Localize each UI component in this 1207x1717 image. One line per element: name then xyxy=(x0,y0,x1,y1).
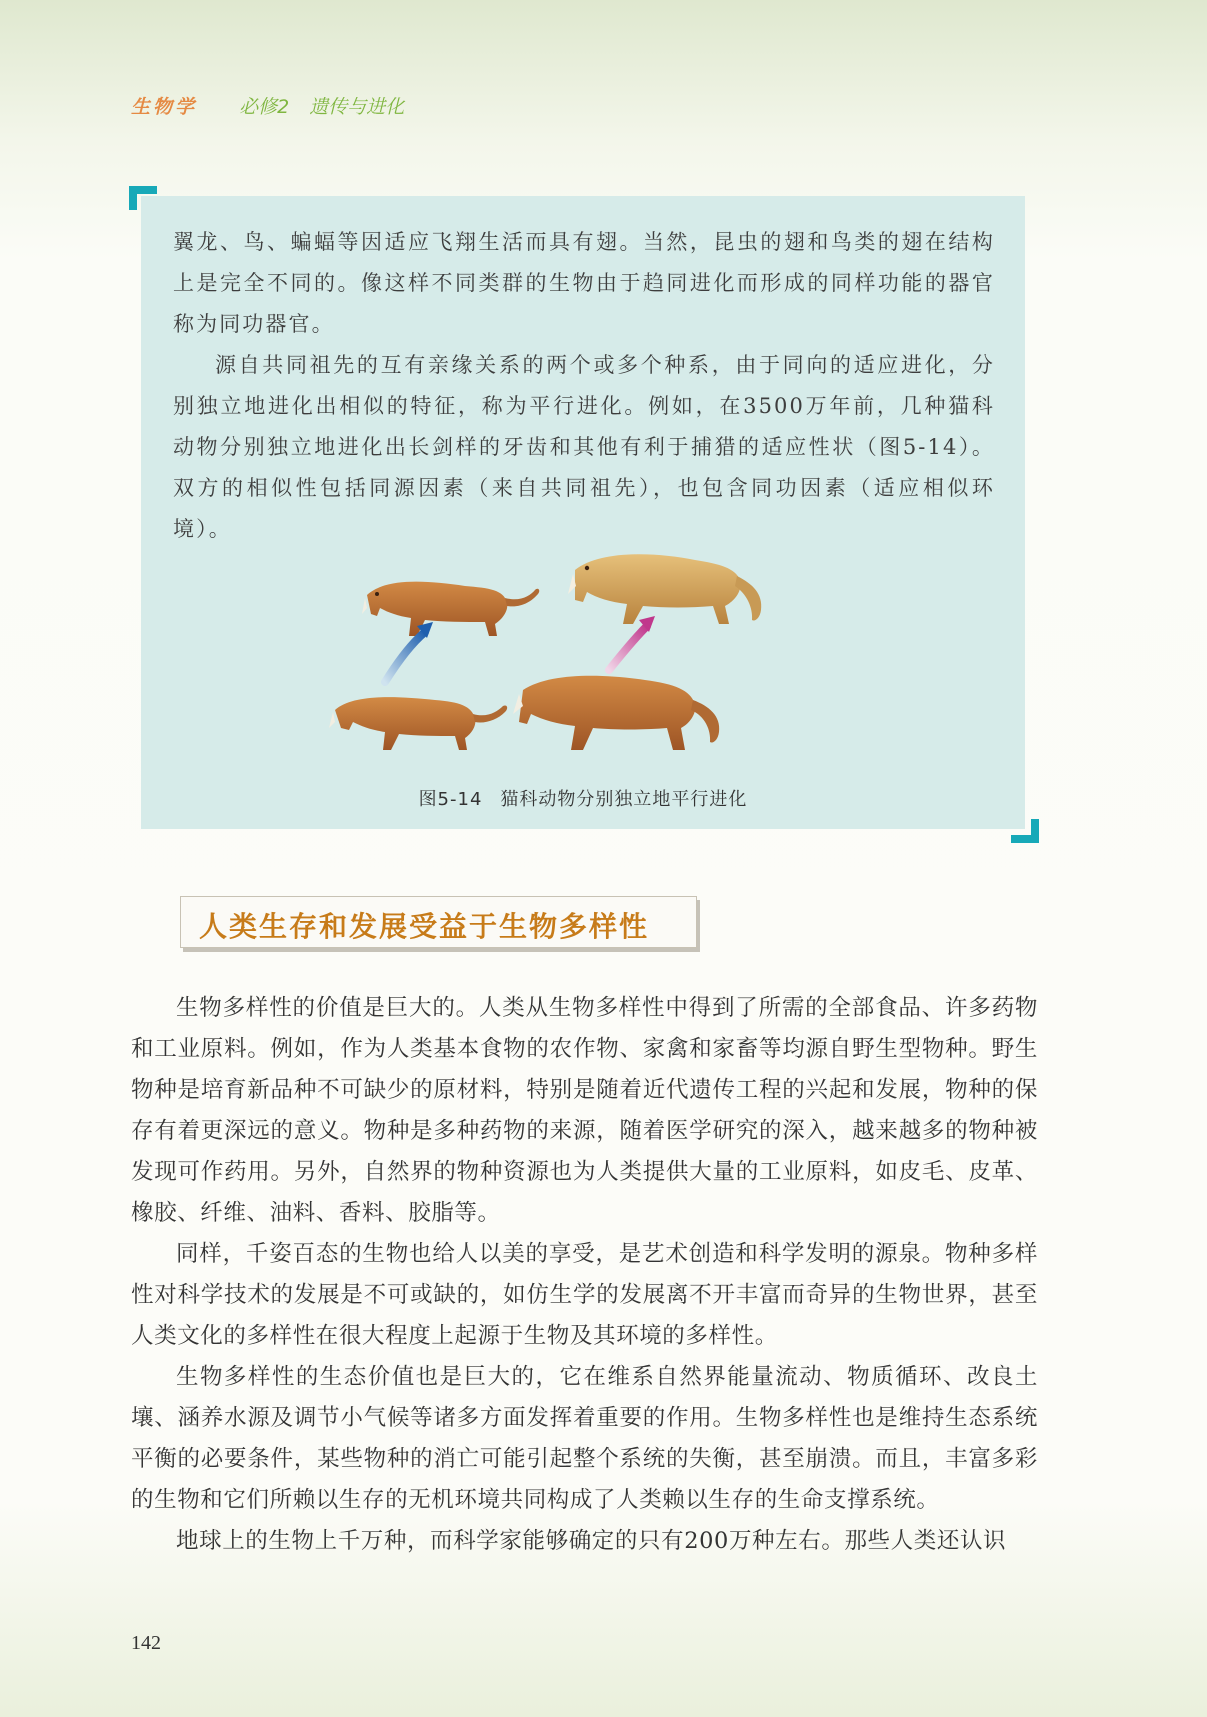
body-text xyxy=(131,988,1038,1562)
box-paragraph: 源自共同祖先的互有亲缘关系的两个或多个种系，由于同向的适应进化，分别独立地进化出相似的特征，称为平行进化。例如，在3500万年前，几种猫科动物分别独立地进化出长剑样的牙齿和其他有利于捕猎的适应性状（图5-14）。双方的相似性包括同源因素（来自共同祖先），也包含同功因素（适应相似环境）。 xyxy=(173,353,995,541)
body-paragraph: 生物多样性的生态价值也是巨大的，它在维系自然界能量流动、物质循环、改良土壤、涵养水源及调节小气候等诸多方面发挥着重要的作用。生物多样性也是维持生态系统平衡的必要条件，某些物种的消亡可能引起整个系统的失衡，甚至崩溃。而且，丰富多彩的生物和它们所赖以生存的无机环境共同构成了人类赖以生存的生命支撑系统。 xyxy=(131,1364,1038,1513)
body-paragraph: 同样，千姿百态的生物也给人以美的享受，是艺术创造和科学发明的源泉。物种多样性对科学技术的发展是不可或缺的，如仿生学的发展离不开丰富而奇异的生物世界，甚至人类文化的多样性在很大程度上起源于生物及其环境的多样性。 xyxy=(131,1241,1038,1349)
running-header xyxy=(131,92,404,119)
figure-caption-text: 猫科动物分别独立地平行进化 xyxy=(500,789,748,810)
evolution-arrow-pink xyxy=(609,616,655,670)
sabertooth-cat-bottom-left xyxy=(329,697,507,750)
figure-caption xyxy=(141,785,1025,811)
section-heading-box xyxy=(180,896,697,948)
volume-topic: 遗传与进化 xyxy=(309,96,405,118)
sabertooth-cat-bottom-right xyxy=(513,676,719,750)
book-title: 生物学 xyxy=(131,96,198,118)
page-number: 142 xyxy=(131,1632,161,1654)
figure-number: 图5-14 xyxy=(418,789,483,810)
section-heading: 人类生存和发展受益于生物多样性 xyxy=(199,910,650,943)
volume-label: 必修2 xyxy=(239,96,290,118)
box-corner-bottom-right xyxy=(1011,819,1039,843)
box-paragraph: 翼龙、鸟、蝙蝠等因适应飞翔生活而具有翅。当然，昆虫的翅和鸟类的翅在结构上是完全不同的。像这样不同类群的生物由于趋同进化而形成的同样功能的器官称为同功器官。 xyxy=(173,230,995,336)
body-paragraph: 地球上的生物上千万种，而科学家能够确定的只有200万种左右。那些人类还认识 xyxy=(176,1528,1007,1554)
sabertooth-cat-top-right xyxy=(568,554,761,624)
info-box-text xyxy=(173,222,995,550)
parallel-evolution-figure xyxy=(325,550,845,785)
sabertooth-cat-top-left xyxy=(362,582,539,636)
evolution-arrow-blue xyxy=(385,622,433,682)
box-corner-top-left xyxy=(129,186,157,210)
body-paragraph: 生物多样性的价值是巨大的。人类从生物多样性中得到了所需的全部食品、许多药物和工业原料。例如，作为人类基本食物的农作物、家禽和家畜等均源自野生型物种。野生物种是培育新品种不可缺少的原材料，特别是随着近代遗传工程的兴起和发展，物种的保存有着更深远的意义。物种是多种药物的来源，随着医学研究的深入，越来越多的物种被发现可作药用。另外，自然界的物种资源也为人类提供大量的工业原料，如皮毛、皮革、橡胶、纤维、油料、香料、胶脂等。 xyxy=(131,995,1038,1226)
